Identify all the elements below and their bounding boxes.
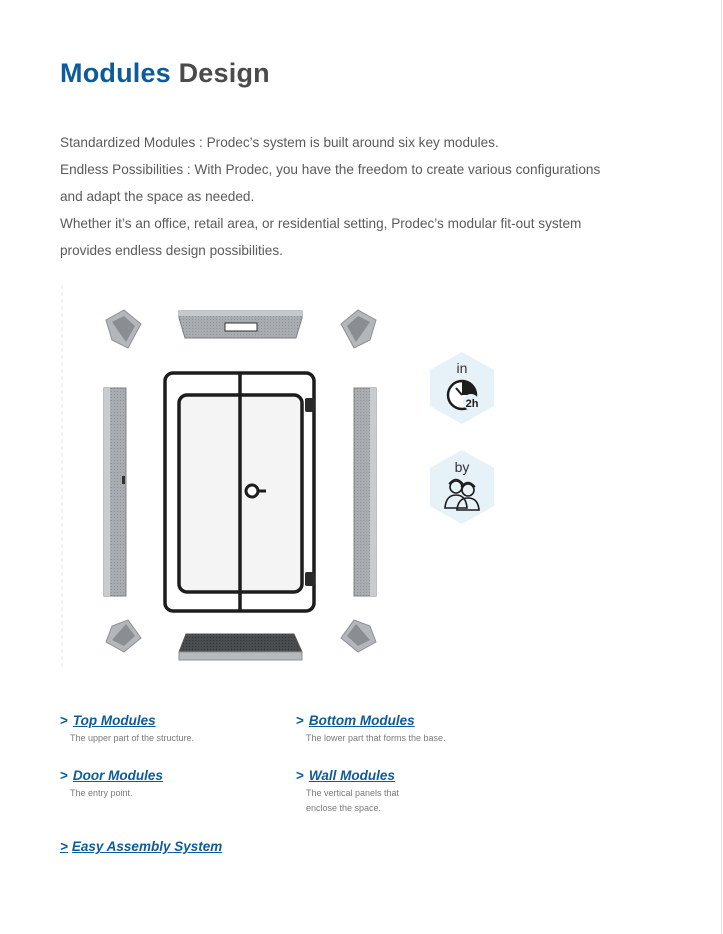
badge-time-label: in bbox=[456, 360, 468, 376]
chevron-right-icon: > bbox=[60, 713, 68, 728]
assembly-time-badge bbox=[430, 352, 494, 424]
chevron-right-icon: > bbox=[60, 839, 68, 854]
intro-line: Standardized Modules : Prodec’s system is built around six key modules. bbox=[60, 135, 499, 150]
top-module-panel bbox=[179, 311, 302, 338]
intro-line: and adapt the space as needed. bbox=[60, 189, 255, 204]
intro-line: Whether it’s an office, retail area, or residential setting, Prodec’s modular fit-out system bbox=[60, 216, 582, 231]
badge-time-value: 2h bbox=[465, 398, 479, 410]
wall-modules-link[interactable] bbox=[296, 768, 406, 783]
bottom-modules-label: Bottom Modules bbox=[308, 713, 415, 728]
corner-module-top-right bbox=[341, 310, 376, 348]
wall-module-left bbox=[104, 388, 126, 596]
door-modules-link[interactable] bbox=[60, 768, 180, 783]
corner-module-top-left bbox=[106, 310, 141, 348]
module-item-wall bbox=[296, 768, 406, 816]
bottom-modules-description: The lower part that forms the base. bbox=[306, 733, 446, 743]
wall-module-right bbox=[354, 388, 376, 596]
easy-assembly-label: Easy Assembly System bbox=[71, 839, 223, 854]
corner-module-bottom-left bbox=[106, 620, 141, 652]
wall-modules-label: Wall Modules bbox=[308, 768, 395, 783]
wall-modules-description: The vertical panels that enclose the space. bbox=[306, 788, 400, 813]
chevron-right-icon: > bbox=[60, 768, 68, 783]
door-module bbox=[165, 373, 315, 611]
top-modules-link[interactable] bbox=[60, 713, 270, 728]
title-word-design: Design bbox=[178, 58, 270, 88]
module-item-bottom bbox=[296, 713, 506, 746]
module-item-assembly bbox=[60, 839, 222, 854]
easy-assembly-link[interactable] bbox=[60, 839, 222, 854]
modules-diagram bbox=[0, 280, 723, 680]
bottom-module-panel bbox=[179, 634, 302, 660]
chevron-right-icon: > bbox=[296, 768, 304, 783]
door-modules-label: Door Modules bbox=[72, 768, 163, 783]
top-modules-label: Top Modules bbox=[72, 713, 156, 728]
page-title bbox=[60, 58, 270, 89]
chevron-right-icon: > bbox=[296, 713, 304, 728]
module-item-top bbox=[60, 713, 270, 746]
door-modules-description: The entry point. bbox=[70, 788, 133, 798]
intro-line: Endless Possibilities : With Prodec, you have the freedom to create various configurations bbox=[60, 162, 601, 177]
top-modules-description: The upper part of the structure. bbox=[70, 733, 195, 743]
bottom-modules-link[interactable] bbox=[296, 713, 506, 728]
assembly-people-badge bbox=[430, 450, 494, 524]
module-item-door bbox=[60, 768, 180, 801]
title-word-modules: Modules bbox=[60, 58, 171, 88]
intro-line: provides endless design possibilities. bbox=[60, 243, 283, 258]
badge-people-label: by bbox=[454, 459, 470, 475]
intro-text bbox=[60, 129, 660, 264]
corner-module-bottom-right bbox=[341, 620, 376, 652]
